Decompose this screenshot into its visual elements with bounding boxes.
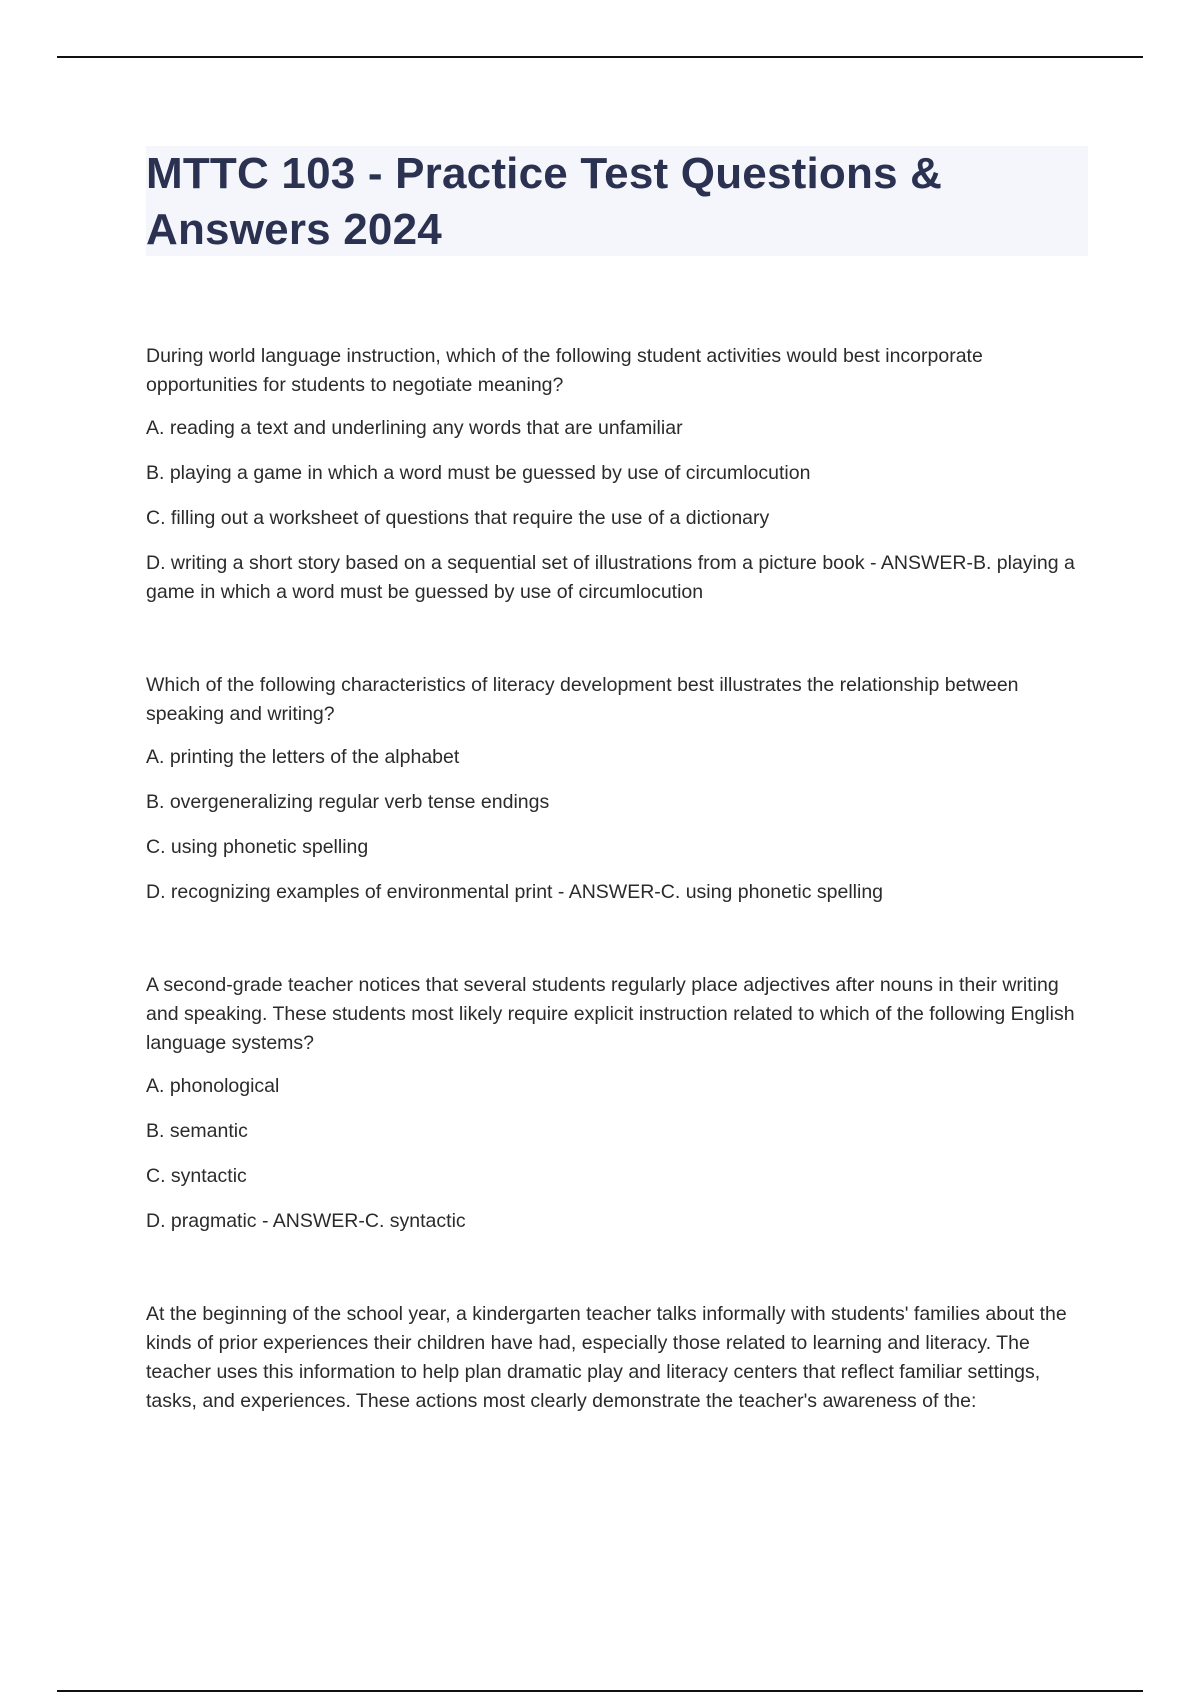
answer-option-c: C. syntactic	[146, 1165, 247, 1187]
answer-option-b: B. overgeneralizing regular verb tense endings	[146, 791, 550, 813]
answer-option-d: D. writing a short story based on a sequential set of illustrations from a picture book - ANSWER-B. playing a game in which a word must be guessed by use of circumlocution	[146, 552, 1075, 603]
question-text: Which of the following characteristics of literacy development best illustrates the relationship between speaking and writing?	[146, 674, 1019, 725]
answer-option-a: A. reading a text and underlining any words that are unfamiliar	[146, 417, 683, 439]
answer-option-b: B. playing a game in which a word must be guessed by use of circumlocution	[146, 462, 811, 484]
page-title: MTTC 103 - Practice Test Questions & Answers 2024	[146, 149, 943, 254]
answer-option-d: D. pragmatic - ANSWER-C. syntactic	[146, 1210, 466, 1232]
answer-option-a: A. phonological	[146, 1075, 280, 1097]
question-1	[146, 342, 1086, 607]
answer-option-d: D. recognizing examples of environmental print - ANSWER-C. using phonetic spelling	[146, 881, 884, 903]
question-text: A second-grade teacher notices that several students regularly place adjectives after nouns in their writing and speaking. These students most likely require explicit instruction related to which of the following English language systems?	[146, 974, 1075, 1054]
question-4	[146, 1300, 1086, 1416]
answer-option-a: A. printing the letters of the alphabet	[146, 746, 460, 768]
answer-option-c: C. using phonetic spelling	[146, 836, 369, 858]
question-3	[146, 971, 1086, 1236]
answer-option-b: B. semantic	[146, 1120, 248, 1142]
question-text: At the beginning of the school year, a kindergarten teacher talks informally with students' families about the kinds of prior experiences their children have had, especially those related to learning and literacy. The teacher uses this information to help plan dramatic play and literacy centers that reflect familiar settings, tasks, and experiences. These actions most clearly demonstrate the teacher's awareness of the:	[146, 1303, 1067, 1412]
footer-rule	[57, 1690, 1143, 1692]
questions-list	[146, 342, 1086, 1480]
header-rule	[57, 56, 1143, 58]
question-2	[146, 671, 1086, 907]
title-block	[146, 146, 1088, 256]
answer-option-c: C. filling out a worksheet of questions that require the use of a dictionary	[146, 507, 770, 529]
question-text: During world language instruction, which of the following student activities would best incorporate opportunities for students to negotiate meaning?	[146, 345, 983, 396]
